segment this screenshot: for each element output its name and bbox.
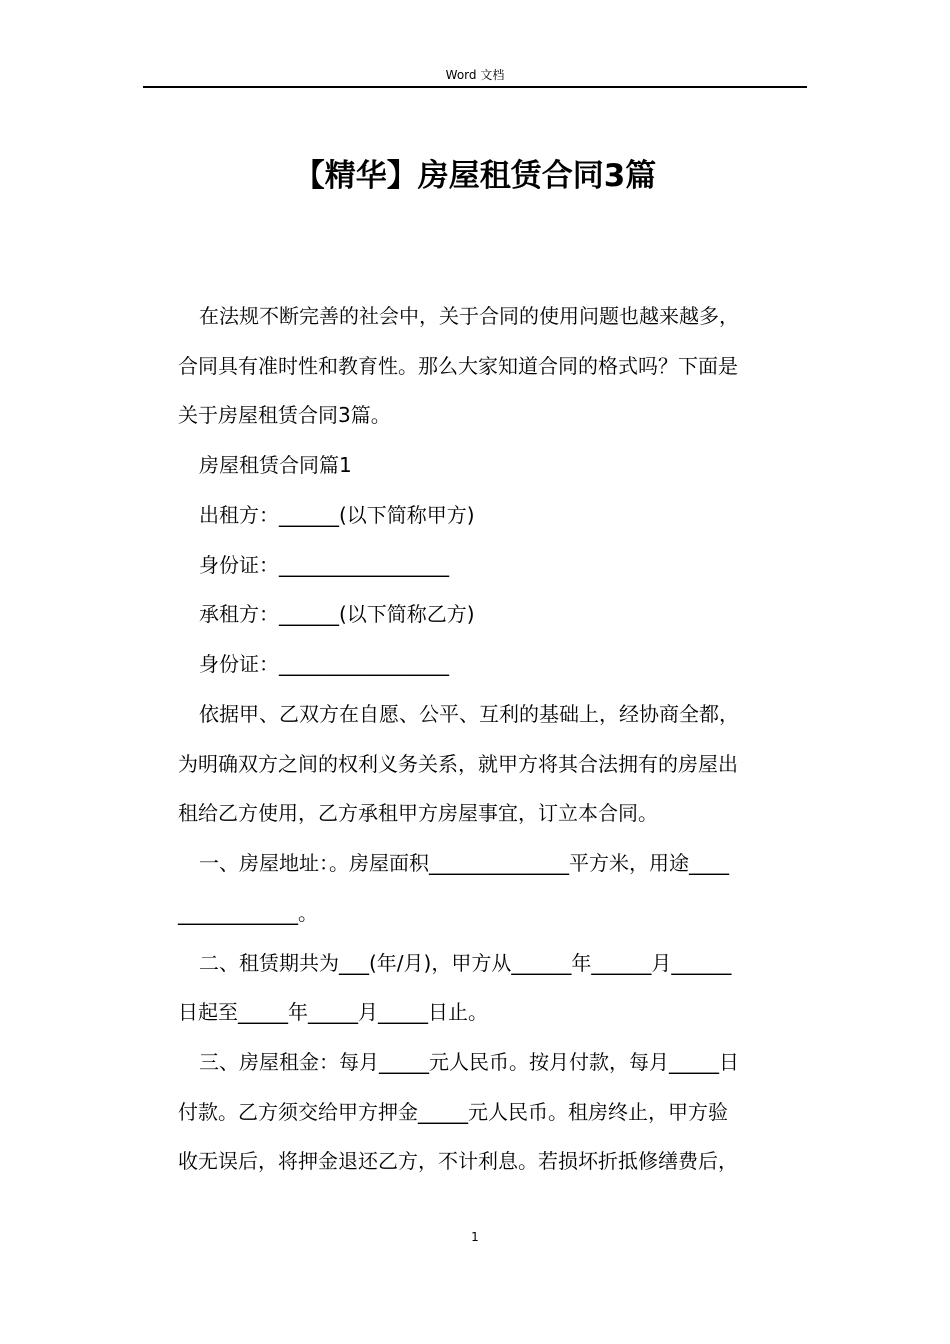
clause-term: 二、租赁期共为___(年/月)，甲方从______年______月______ [199, 951, 732, 975]
paragraph-line: 依据甲、乙双方在自愿、公平、互利的基础上，经协商全都， [199, 702, 739, 726]
clause-rent-cont: 收无误后，将押金退还乙方，不计利息。若损坏折抵修缮费后， [178, 1149, 738, 1173]
lessor-field: 出租方：______(以下简称甲方) [199, 503, 475, 527]
clause-address: 一、房屋地址：。房屋面积______________平方米，用途____ [199, 851, 729, 875]
clause-rent: 三、房屋租金：每月_____元人民币。按月付款，每月_____日 [199, 1050, 739, 1074]
paragraph-line: 关于房屋租赁合同3篇。 [178, 403, 391, 427]
lessor-id-field: 身份证：_________________ [199, 553, 449, 577]
clause-term-cont: 日起至_____年_____月_____日止。 [178, 1000, 488, 1024]
paragraph-line: 合同具有准时性和教育性。那么大家知道合同的格式吗？下面是 [178, 354, 738, 378]
document-title: 【精华】房屋租赁合同3篇 [293, 158, 657, 194]
paragraph-line: 租给乙方使用，乙方承租甲方房屋事宜，订立本合同。 [178, 801, 658, 825]
header-rule [143, 86, 807, 88]
lessee-field: 承租方：______(以下简称乙方) [199, 602, 475, 626]
page-header: Word 文档 [445, 68, 505, 82]
page-number: 1 [471, 1230, 479, 1244]
paragraph-line: 在法规不断完善的社会中，关于合同的使用问题也越来越多， [199, 304, 739, 328]
section-heading: 房屋租赁合同篇1 [199, 453, 352, 477]
clause-rent-cont: 付款。乙方须交给甲方押金_____元人民币。租房终止，甲方验 [178, 1100, 728, 1124]
paragraph-line: 为明确双方之间的权利义务关系，就甲方将其合法拥有的房屋出 [178, 752, 738, 776]
lessee-id-field: 身份证：_________________ [199, 652, 449, 676]
clause-address-cont: ____________。 [178, 901, 318, 925]
